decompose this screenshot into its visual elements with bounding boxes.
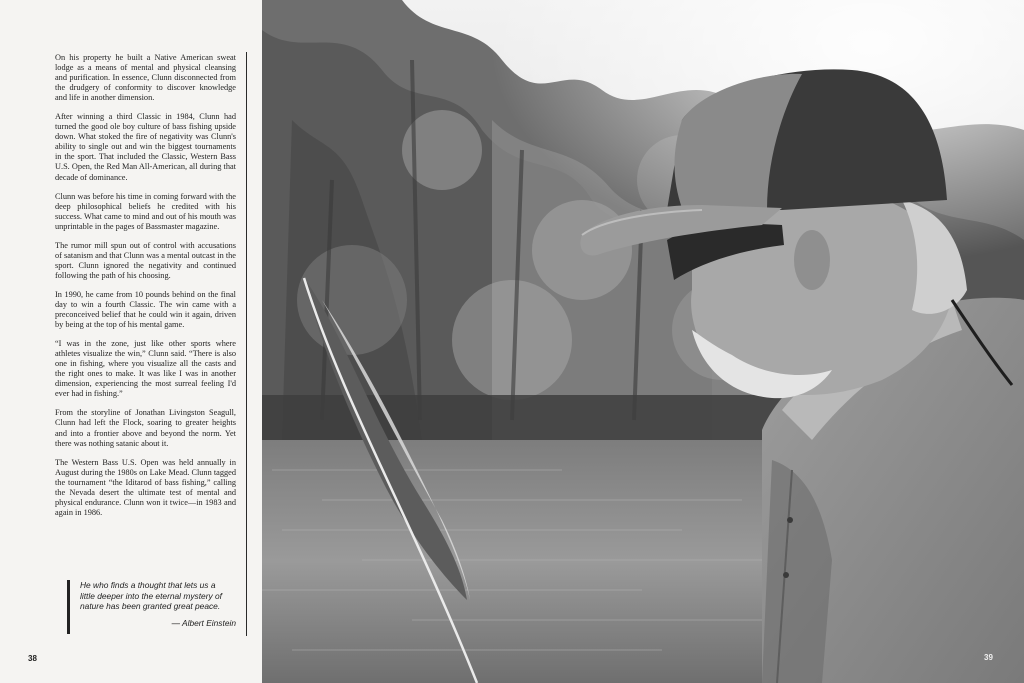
- quote-text: He who finds a thought that lets us a little deeper into the eternal mystery of nature has been granted great peace.: [80, 580, 222, 611]
- quote-author: — Albert Einstein: [171, 617, 236, 628]
- paragraph-8: The Western Bass U.S. Open was held annually in August during the 1980s on Lake Mead. Clunn tagged the tournament “the Iditarod of bass fishing,” calling the Nevada desert the ultimate test of mental and physical endurance. Clunn won it twice—in 1983 and again in 1986.: [55, 457, 236, 517]
- paragraph-4: The rumor mill spun out of control with accusations of satanism and that Clunn was a mental outcast in the sport. Clunn ignored the negativity and continued following the path of his choosing.: [55, 240, 236, 280]
- paragraph-2: After winning a third Classic in 1984, Clunn had turned the good ole boy culture of bass fishing upside down. What stoked the fire of negativity was Clunn's ability to single out and win the biggest tournaments in the sport. That included the Classic, Western Bass U.S. Open, the Red Man All-American, all during that decade of dominance.: [55, 112, 236, 182]
- article-body: [55, 53, 236, 527]
- left-page: [0, 0, 262, 683]
- page-number-left: 38: [28, 654, 37, 663]
- photo-angler-with-feather: [262, 0, 1024, 683]
- paragraph-5: In 1990, he came from 10 pounds behind on the final day to win a fourth Classic. The win came with a preconceived belief that he could win it again, driven by being at the top of his mental game.: [55, 289, 236, 330]
- paragraph-6: “I was in the zone, just like other sports where athletes visualize the win,” Clunn said. “There is also one in fishing, where you visualize all the casts and the right ones to make. It was like I was in another dimension, experiencing the most surreal feeling I'd ever had in fishing.”: [55, 339, 236, 399]
- paragraph-3: Clunn was before his time in coming forward with the deep philosophical beliefs he credited with his success. What came to mind and out of his mouth was unprintable in the pages of Bassmaster magazine.: [55, 191, 236, 231]
- paragraph-7: From the storyline of Jonathan Livingston Seagull, Clunn had left the Flock, soaring to greater heights and into a frontier above and beyond the norm. Yet there was nothing satanic about it.: [55, 408, 236, 448]
- column-rule: [246, 52, 247, 636]
- pull-quote: [67, 580, 240, 634]
- page-number-right: 39: [984, 653, 993, 662]
- paragraph-1: On his property he built a Native American sweat lodge as a means of mental and physical cleansing and purification. In essence, Clunn disconnected from the drudgery of conformity to discover knowledge and life in another dimension.: [55, 53, 236, 103]
